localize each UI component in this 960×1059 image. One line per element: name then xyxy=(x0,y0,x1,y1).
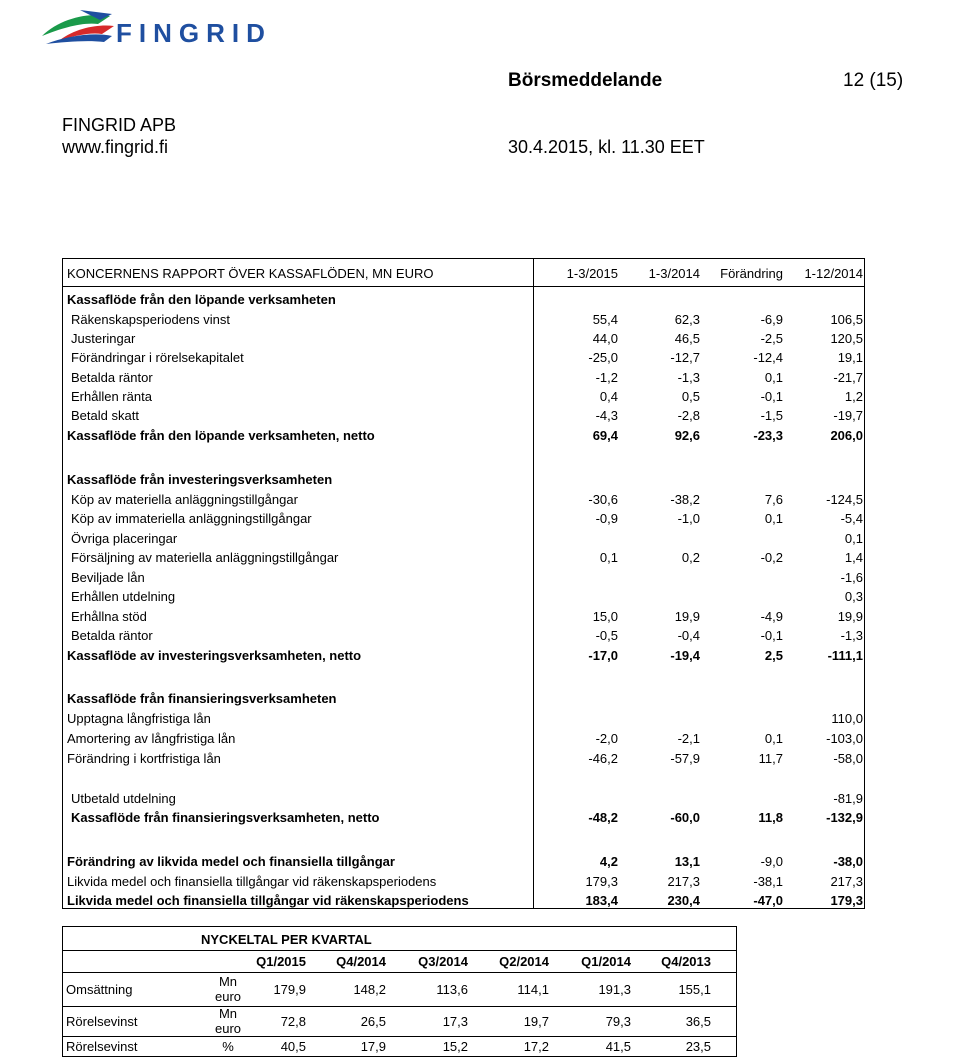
table-row xyxy=(63,387,864,405)
cell-value: 0,1 xyxy=(764,370,783,385)
cell-value: -0,4 xyxy=(677,628,700,643)
kpi-value: 17,3 xyxy=(442,1014,468,1029)
table-row xyxy=(63,329,864,347)
kpi-value: 19,7 xyxy=(523,1014,549,1029)
quarter-header: Q4/2013 xyxy=(661,954,711,969)
table-row xyxy=(63,789,864,807)
cell-value: 0,5 xyxy=(681,389,700,404)
row-label: Erhållen utdelning xyxy=(71,589,176,604)
kpi-unit xyxy=(213,974,243,1004)
cell-value: 2,5 xyxy=(764,648,783,663)
kpi-unit xyxy=(213,1039,243,1054)
row-label: Utbetald utdelning xyxy=(71,791,176,806)
cell-value: 55,4 xyxy=(592,312,618,327)
cell-value: 0,3 xyxy=(844,589,863,604)
document-type: Börsmeddelande xyxy=(508,70,663,91)
cell-value: 19,9 xyxy=(837,609,863,624)
total-row xyxy=(63,646,864,664)
table-row xyxy=(63,490,864,508)
cell-value: -12,7 xyxy=(670,350,700,365)
row-label: Räkenskapsperiodens vinst xyxy=(71,312,230,327)
cell-value: 217,3 xyxy=(830,874,863,889)
row-label: Justeringar xyxy=(71,331,136,346)
row-label: Kassaflöde från den löpande verksamheten, netto xyxy=(67,428,375,443)
cell-value: -81,9 xyxy=(833,791,863,806)
cell-value: -38,1 xyxy=(753,874,783,889)
cell-value: 46,5 xyxy=(674,331,700,346)
cell-value: 0,1 xyxy=(599,550,618,565)
table-row xyxy=(63,406,864,424)
row-label: Erhållen ränta xyxy=(71,389,152,404)
quarter-header: Q3/2014 xyxy=(418,954,468,969)
kpi-value: 114,1 xyxy=(517,982,549,997)
kpi-value: 179,9 xyxy=(273,982,306,997)
kpi-value: 26,5 xyxy=(360,1014,386,1029)
row-label: Likvida medel och finansiella tillgångar vid räkenskapsperiodens xyxy=(67,874,437,889)
kpi-unit xyxy=(213,1006,243,1036)
kpi-table xyxy=(62,926,737,1057)
cell-value: -47,0 xyxy=(753,893,783,908)
cell-value: -19,7 xyxy=(833,408,863,423)
quarter-header: Q1/2015 xyxy=(256,954,306,969)
kpi-row-label: Rörelsevinst xyxy=(66,1014,138,1029)
cell-value: 4,2 xyxy=(599,854,618,869)
row-label: Köp av materiella anläggningstillgångar xyxy=(71,492,298,507)
divider xyxy=(63,1036,736,1037)
row-label: Köp av immateriella anläggningstillgångar xyxy=(71,511,312,526)
row-label: Kassaflöde från finansieringsverksamheten xyxy=(67,691,337,706)
row-label: Upptagna långfristiga lån xyxy=(67,711,211,726)
table-row xyxy=(63,568,864,586)
row-label: Kassaflöde från finansieringsverksamheten, netto xyxy=(71,810,380,825)
cell-value: -0,2 xyxy=(760,550,783,565)
quarter-header: Q1/2014 xyxy=(581,954,631,969)
kpi-value: 17,2 xyxy=(523,1039,549,1054)
kpi-value: 79,3 xyxy=(605,1014,631,1029)
cell-value: 0,1 xyxy=(844,531,863,546)
kpi-value: 113,6 xyxy=(436,982,468,997)
cell-value: 62,3 xyxy=(674,312,700,327)
row-label: Försäljning av materiella anläggningstillgångar xyxy=(71,550,339,565)
cell-value: -132,9 xyxy=(826,810,863,825)
cell-value: 15,0 xyxy=(592,609,618,624)
cell-value: -4,9 xyxy=(760,609,783,624)
company-name: FINGRID APB xyxy=(62,115,177,135)
table-row xyxy=(63,368,864,386)
kpi-value: 23,5 xyxy=(685,1039,711,1054)
cell-value: -48,2 xyxy=(588,810,618,825)
cell-value: 0,1 xyxy=(764,511,783,526)
table-row xyxy=(63,749,864,767)
column-header: 1-3/2014 xyxy=(648,266,700,281)
cell-value: 0,4 xyxy=(599,389,618,404)
cell-value: 0,1 xyxy=(764,731,783,746)
kpi-value: 15,2 xyxy=(442,1039,468,1054)
cell-value: 1,2 xyxy=(844,389,863,404)
section-heading-row xyxy=(63,689,864,707)
cell-value: -2,8 xyxy=(677,408,700,423)
kpi-value: 155,1 xyxy=(678,982,711,997)
column-header: Förändring xyxy=(720,266,783,281)
column-header: 1-12/2014 xyxy=(804,266,863,281)
row-label: Erhållna stöd xyxy=(71,609,147,624)
cell-value: 179,3 xyxy=(830,893,863,908)
total-row xyxy=(63,891,864,909)
cell-value: 110,0 xyxy=(831,711,863,726)
cell-value: -38,0 xyxy=(833,854,863,869)
cashflow-header-row xyxy=(63,259,864,287)
cell-value: -21,7 xyxy=(833,370,863,385)
unit-line: Mn xyxy=(218,1006,238,1021)
cell-value: -23,3 xyxy=(753,428,783,443)
kpi-value: 148,2 xyxy=(353,982,386,997)
row-label: Förändringar i rörelsekapitalet xyxy=(71,350,244,365)
cell-value: 206,0 xyxy=(830,428,863,443)
row-label: Kassaflöde från den löpande verksamheten xyxy=(67,292,336,307)
row-label: Betald skatt xyxy=(71,408,139,423)
cell-value: 69,4 xyxy=(592,428,618,443)
cell-value: 44,0 xyxy=(592,331,618,346)
cell-value: 11,8 xyxy=(758,810,783,825)
kpi-title: NYCKELTAL PER KVARTAL xyxy=(201,932,372,947)
cell-value: -25,0 xyxy=(588,350,618,365)
table-row xyxy=(63,872,864,890)
quarter-header: Q4/2014 xyxy=(336,954,386,969)
cell-value: -0,1 xyxy=(760,389,783,404)
unit-line: Mn xyxy=(218,974,238,989)
row-label: Förändring av likvida medel och finansiella tillgångar xyxy=(67,854,395,869)
table-row xyxy=(63,626,864,644)
cell-value: 13,1 xyxy=(674,854,700,869)
cell-value: -1,6 xyxy=(840,570,863,585)
quarter-header: Q2/2014 xyxy=(499,954,549,969)
cell-value: 0,2 xyxy=(681,550,700,565)
row-label: Övriga placeringar xyxy=(71,531,178,546)
cell-value: 92,6 xyxy=(674,428,700,443)
cell-value: -111,1 xyxy=(827,648,863,663)
table-row xyxy=(63,729,864,747)
kpi-value: 17,9 xyxy=(360,1039,386,1054)
unit-line: % xyxy=(222,1039,234,1054)
cell-value: -38,2 xyxy=(670,492,700,507)
row-label: Amortering av långfristiga lån xyxy=(67,731,236,746)
row-label: Betalda räntor xyxy=(71,370,153,385)
row-label: Kassaflöde från investeringsverksamheten xyxy=(67,472,333,487)
row-label: Likvida medel och finansiella tillgångar vid räkenskapsperiodens xyxy=(67,893,469,908)
cell-value: 183,4 xyxy=(585,893,618,908)
table-row xyxy=(63,529,864,547)
row-label: Förändring i kortfristiga lån xyxy=(67,751,221,766)
cell-value: -1,2 xyxy=(595,370,618,385)
cell-value: -2,1 xyxy=(677,731,700,746)
cashflow-table xyxy=(62,258,865,909)
cell-value: 120,5 xyxy=(830,331,863,346)
cashflow-title: KONCERNENS RAPPORT ÖVER KASSAFLÖDEN, MN EURO xyxy=(67,266,434,281)
table-row xyxy=(63,310,864,328)
cell-value: 7,6 xyxy=(764,492,783,507)
cell-value: -1,3 xyxy=(677,370,700,385)
cell-value: -1,0 xyxy=(677,511,700,526)
cell-value: -60,0 xyxy=(670,810,700,825)
cell-value: -9,0 xyxy=(760,854,783,869)
cell-value: -19,4 xyxy=(670,648,700,663)
cell-value: 217,3 xyxy=(667,874,700,889)
cell-value: -6,9 xyxy=(760,312,783,327)
row-label: Betalda räntor xyxy=(71,628,153,643)
cell-value: 106,5 xyxy=(830,312,863,327)
cell-value: -124,5 xyxy=(826,492,863,507)
total-row xyxy=(63,808,864,826)
cell-value: -1,3 xyxy=(840,628,863,643)
divider xyxy=(63,950,736,951)
column-header: 1-3/2015 xyxy=(566,266,618,281)
table-row xyxy=(63,587,864,605)
divider xyxy=(63,1006,736,1007)
cell-value: -2,5 xyxy=(760,331,783,346)
cell-value: -17,0 xyxy=(588,648,618,663)
page-number: 12 (15) xyxy=(843,70,904,91)
cell-value: -103,0 xyxy=(826,731,863,746)
cell-value: -58,0 xyxy=(833,751,863,766)
kpi-row-label: Omsättning xyxy=(66,982,133,997)
cell-value: -4,3 xyxy=(595,408,618,423)
unit-line: euro xyxy=(214,989,242,1004)
divider xyxy=(63,972,736,973)
total-row xyxy=(63,426,864,444)
cell-value: 19,9 xyxy=(674,609,700,624)
cell-value: 230,4 xyxy=(667,893,700,908)
row-label: Kassaflöde av investeringsverksamheten, netto xyxy=(67,648,362,663)
cell-value: -2,0 xyxy=(595,731,618,746)
table-row xyxy=(63,709,864,727)
table-row xyxy=(63,348,864,366)
kpi-value: 41,5 xyxy=(605,1039,631,1054)
cell-value: -0,1 xyxy=(760,628,783,643)
fingrid-logo xyxy=(40,6,280,46)
table-row xyxy=(63,607,864,625)
release-datetime: 30.4.2015, kl. 11.30 EET xyxy=(508,137,705,157)
cell-value: -1,5 xyxy=(760,408,783,423)
website-link[interactable]: www.fingrid.fi xyxy=(62,137,169,157)
cell-value: -12,4 xyxy=(753,350,783,365)
kpi-value: 36,5 xyxy=(685,1014,711,1029)
kpi-value: 40,5 xyxy=(280,1039,306,1054)
total-row xyxy=(63,852,864,870)
row-label: Beviljade lån xyxy=(71,570,145,585)
unit-line: euro xyxy=(214,1021,242,1036)
kpi-value: 72,8 xyxy=(280,1014,306,1029)
cell-value: -57,9 xyxy=(670,751,700,766)
cell-value: 1,4 xyxy=(844,550,863,565)
cell-value: -30,6 xyxy=(588,492,618,507)
section-heading-row xyxy=(63,290,864,308)
table-row xyxy=(63,548,864,566)
cell-value: -0,5 xyxy=(595,628,618,643)
brand-wordmark: FINGRID xyxy=(116,18,272,48)
section-heading-row xyxy=(63,470,864,488)
cell-value: 179,3 xyxy=(585,874,618,889)
kpi-value: 191,3 xyxy=(598,982,631,997)
cell-value: 19,1 xyxy=(837,350,863,365)
cell-value: -5,4 xyxy=(840,511,863,526)
cell-value: -0,9 xyxy=(595,511,618,526)
kpi-row-label: Rörelsevinst xyxy=(66,1039,138,1054)
table-row xyxy=(63,509,864,527)
cell-value: 11,7 xyxy=(758,751,783,766)
cell-value: -46,2 xyxy=(588,751,618,766)
